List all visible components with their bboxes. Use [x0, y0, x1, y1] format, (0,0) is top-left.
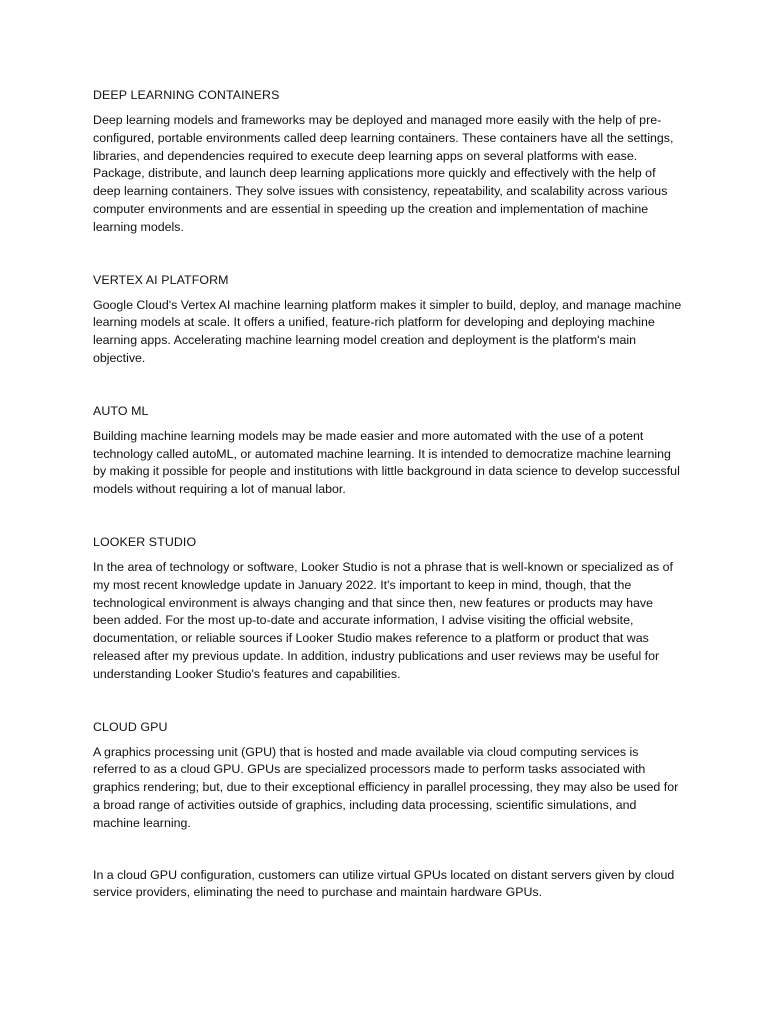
section-auto-ml [93, 402, 683, 499]
section-paragraph: Building machine learning models may be made easier and more automated with the use of a potent technology called autoML, or automated machine learning. It is intended to democratize machine learning by making it possible for people and institutions with little background in data science to develop successful models without requiring a lot of manual labor. [93, 428, 680, 497]
section-cloud-gpu [93, 718, 683, 833]
section-paragraph: Google Cloud's Vertex AI machine learning platform makes it simpler to build, deploy, and manage machine learning models at scale. It offers a unified, feature-rich platform for developing and deploying machine learning apps. Accelerating machine learning model creation and deployment is the platform's main objective. [93, 297, 682, 365]
section-heading: VERTEX AI PLATFORM [93, 272, 229, 287]
section-vertex-ai-platform [93, 271, 683, 368]
section-heading: AUTO ML [93, 403, 149, 418]
section-heading: DEEP LEARNING CONTAINERS [93, 88, 280, 102]
document-page [93, 86, 683, 936]
section-cloud-gpu-closing [93, 867, 683, 903]
section-paragraph: A graphics processing unit (GPU) that is hosted and made available via cloud computing services is referred to as a cloud GPU. GPUs are specialized processors made to perform tasks associated with graphics rendering; but, due to their exceptional efficiency in parallel processing, they may also be used for a broad range of activities outside of graphics, including data processing, scientific simulations, and machine learning. [93, 744, 679, 830]
section-looker-studio [93, 533, 683, 684]
section-heading: CLOUD GPU [93, 719, 168, 734]
section-deep-learning-containers [93, 86, 683, 237]
section-paragraph: Deep learning models and frameworks may be deployed and managed more easily with the help of pre-configured, portable environments called deep learning containers. These containers have all the settings, libraries, and dependencies required to execute deep learning apps on several platforms with ease. Package, distribute, and launch deep learning applications more quickly and effectively with the help of deep learning containers. They solve issues with consistency, repeatability, and scalability across various computer environments and are essential in speeding up the creation and implementation of machine learning models. [93, 113, 674, 234]
section-paragraph: In the area of technology or software, Looker Studio is not a phrase that is well-known or specialized as of my most recent knowledge update in January 2022. It's important to keep in mind, though, that the technological environment is always changing and that since then, new features or products may have been added. For the most up-to-date and accurate information, I advise visiting the official website, documentation, or reliable sources if Looker Studio makes reference to a platform or product that was released after my previous update. In addition, industry publications and user reviews may be useful for understanding Looker Studio's features and capabilities. [93, 559, 673, 681]
closing-paragraph: In a cloud GPU configuration, customers can utilize virtual GPUs located on distant servers given by cloud service providers, eliminating the need to purchase and maintain hardware GPUs. [93, 867, 675, 900]
section-heading: LOOKER STUDIO [93, 534, 197, 549]
